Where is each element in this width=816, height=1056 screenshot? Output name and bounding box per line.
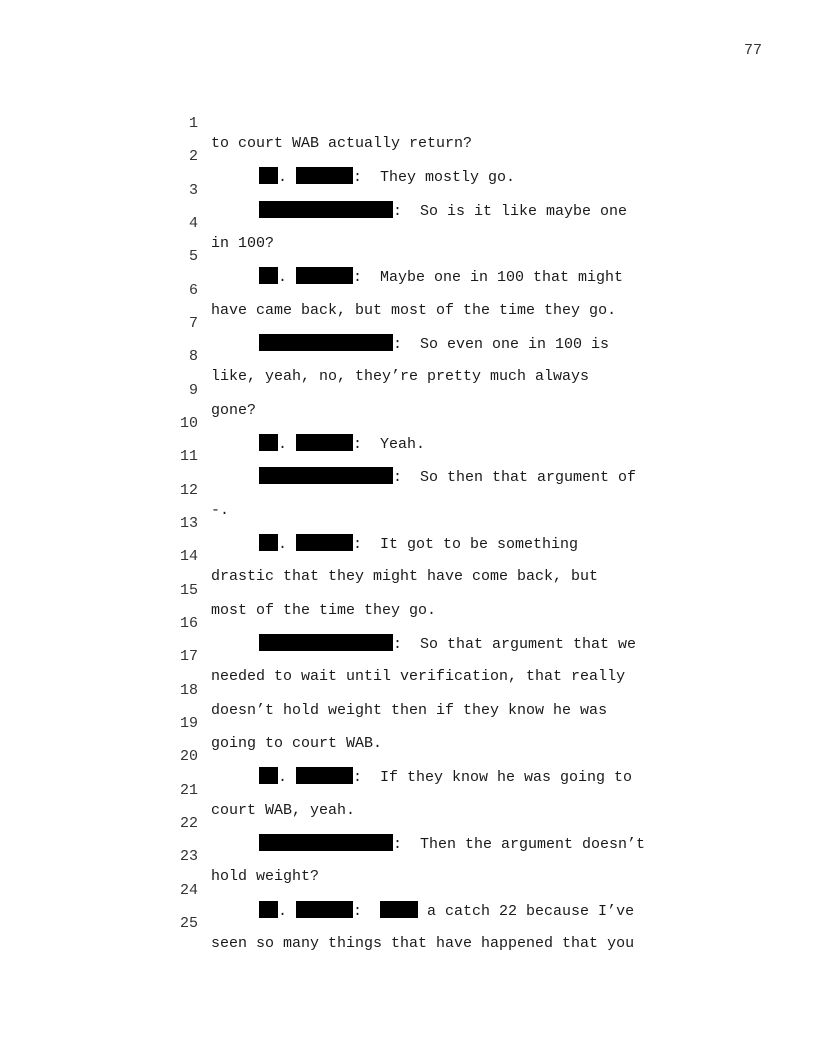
line-text: : Then the argument doesn’t bbox=[393, 836, 646, 853]
line-number: 2 bbox=[188, 148, 198, 165]
redaction-block bbox=[296, 434, 353, 451]
line-number: 10 bbox=[179, 415, 198, 432]
redaction-block bbox=[296, 901, 353, 918]
line-number: 14 bbox=[179, 548, 198, 565]
speaker-line bbox=[259, 334, 609, 355]
transcript-line bbox=[0, 194, 275, 252]
line-number: 4 bbox=[188, 215, 198, 232]
redaction-block bbox=[380, 901, 418, 918]
line-text: seen so many things that have happened that you bbox=[211, 935, 635, 952]
redaction-block bbox=[259, 767, 278, 784]
transcript-line bbox=[0, 694, 383, 752]
line-text: in 100? bbox=[211, 235, 275, 252]
redaction-block bbox=[259, 467, 393, 484]
transcript-line bbox=[0, 494, 579, 553]
redaction-block bbox=[296, 167, 353, 184]
line-number: 8 bbox=[188, 348, 198, 365]
line-text: a catch 22 because I’ve bbox=[418, 903, 635, 920]
line-text: -. bbox=[211, 502, 230, 519]
speaker-line bbox=[259, 467, 636, 488]
speaker-line: . : It got to be something bbox=[259, 534, 578, 555]
redaction-block bbox=[259, 167, 278, 184]
line-number: 3 bbox=[188, 182, 198, 199]
line-text: most of the time they go. bbox=[211, 602, 437, 619]
line-number: 20 bbox=[179, 748, 198, 765]
line-number: 17 bbox=[179, 648, 198, 665]
redaction-block bbox=[259, 201, 393, 218]
transcript-line bbox=[0, 827, 320, 885]
line-text: have came back, but most of the time they go. bbox=[211, 302, 617, 319]
redaction-block bbox=[259, 334, 393, 351]
redaction-block bbox=[259, 834, 393, 851]
line-number: 1 bbox=[188, 115, 198, 132]
speaker-line bbox=[259, 201, 627, 222]
speaker-line: . : Maybe one in 100 that might bbox=[259, 267, 623, 288]
transcript-line bbox=[0, 461, 230, 519]
transcript-line bbox=[0, 761, 356, 819]
line-number: 7 bbox=[188, 315, 198, 332]
line-text: hold weight? bbox=[211, 868, 320, 885]
line-text: court WAB, yeah. bbox=[211, 802, 356, 819]
line-text: : If they know he was going to bbox=[353, 769, 633, 786]
line-text: : It got to be something bbox=[353, 536, 579, 553]
redaction-block bbox=[296, 534, 353, 551]
line-text: going to court WAB. bbox=[211, 735, 383, 752]
line-text: : So that argument that we bbox=[393, 636, 637, 653]
line-number: 25 bbox=[179, 915, 198, 932]
speaker-line: . : If they know he was going to bbox=[259, 767, 632, 788]
line-number: 16 bbox=[179, 615, 198, 632]
line-number: 23 bbox=[179, 848, 198, 865]
line-text: : Yeah. bbox=[353, 436, 426, 453]
speaker-line: . : a catch 22 because I’ve bbox=[259, 901, 634, 922]
line-text: like, yeah, no, they’re pretty much always bbox=[211, 368, 590, 385]
redaction-block bbox=[259, 534, 278, 551]
line-number: 11 bbox=[179, 448, 198, 465]
line-number: 19 bbox=[179, 715, 198, 732]
transcript-line bbox=[0, 227, 624, 286]
line-text: gone? bbox=[211, 402, 257, 419]
redaction-block bbox=[259, 267, 278, 284]
transcript-line bbox=[0, 94, 473, 152]
transcript-line bbox=[0, 361, 257, 419]
redaction-block bbox=[259, 434, 278, 451]
line-number: 12 bbox=[179, 482, 198, 499]
line-text: : They mostly go. bbox=[353, 169, 516, 186]
line-number: 9 bbox=[188, 382, 198, 399]
redaction-block bbox=[296, 267, 353, 284]
line-text: : So is it like maybe one bbox=[393, 203, 628, 220]
redaction-block bbox=[259, 901, 278, 918]
line-text: to court WAB actually return? bbox=[211, 135, 473, 152]
speaker-line: . : They mostly go. bbox=[259, 167, 515, 188]
line-number: 15 bbox=[179, 582, 198, 599]
line-number: 5 bbox=[188, 248, 198, 265]
line-text: drastic that they might have come back, but bbox=[211, 568, 599, 585]
line-text: : Maybe one in 100 that might bbox=[353, 269, 624, 286]
line-number: 13 bbox=[179, 515, 198, 532]
line-text: : So then that argument of bbox=[393, 469, 637, 486]
speaker-line bbox=[259, 834, 645, 855]
speaker-line: . : Yeah. bbox=[259, 434, 425, 455]
line-number: 24 bbox=[179, 882, 198, 899]
line-text: doesn’t hold weight then if they know he was bbox=[211, 702, 608, 719]
speaker-line bbox=[259, 634, 636, 655]
line-text: : So even one in 100 is bbox=[393, 336, 610, 353]
redaction-block bbox=[259, 634, 393, 651]
line-number: 21 bbox=[179, 782, 198, 799]
line-text: needed to wait until verification, that really bbox=[211, 668, 626, 685]
redaction-block bbox=[296, 767, 353, 784]
line-number: 22 bbox=[179, 815, 198, 832]
line-number: 18 bbox=[179, 682, 198, 699]
page-number: 77 bbox=[744, 42, 763, 59]
line-number: 6 bbox=[188, 282, 198, 299]
